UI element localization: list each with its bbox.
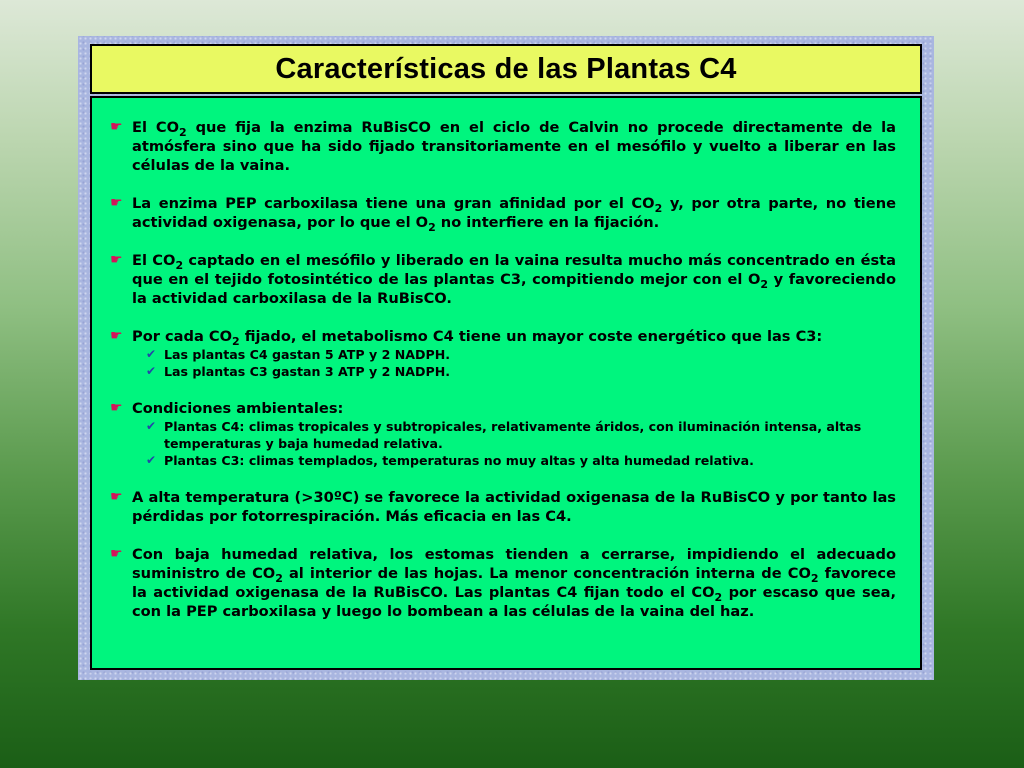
sub-item-text: Las plantas C3 gastan 3 ATP y 2 NADPH.: [164, 364, 451, 379]
point-text: favorece la actividad oxigenasa de la RuBisCO. Las plantas C4 fijan todo el CO: [132, 565, 896, 601]
sub-item-text: Las plantas C4 gastan 5 ATP y 2 NADPH.: [164, 347, 451, 362]
pointing-hand-icon: ☛: [110, 400, 123, 416]
bullet-point-1: [110, 118, 896, 175]
content-box: [90, 96, 922, 670]
point-text: que fija la enzima RuBisCO en el ciclo de Calvin no procede directamente de la atmósfera sino que ha sido fijado transitoriamente en el mesófilo y vuelto a liberar en las células de la vaina.: [132, 119, 896, 174]
bullet-point-5: [110, 399, 896, 418]
sub-list-conditions: [146, 418, 896, 469]
point-text: El CO: [132, 119, 180, 136]
point-text: por escaso que sea, con la PEP carboxilasa y luego lo bombean a las células de la vaina del haz.: [132, 584, 896, 620]
pointing-hand-icon: ☛: [110, 252, 123, 268]
pointing-hand-icon: ☛: [110, 328, 123, 344]
checkmark-icon: ✔: [146, 419, 157, 433]
pointing-hand-icon: ☛: [110, 489, 123, 505]
checkmark-icon: ✔: [146, 364, 157, 378]
point-text: y favoreciendo la actividad carboxilasa de la RuBisCO.: [132, 271, 896, 307]
title-bar: [90, 44, 922, 94]
sub-list-energy: [146, 346, 896, 380]
subscript: 2: [428, 221, 436, 234]
point-text: captado en el mesófilo y liberado en la vaina resulta mucho más concentrado en ésta que en el tejido fotosintético de las plantas C3, compitiendo mejor con el O: [132, 252, 897, 288]
bullet-point-3: [110, 251, 896, 308]
sub-item: [146, 418, 896, 452]
point-text: Por cada CO: [132, 328, 232, 345]
sub-item: [146, 346, 896, 363]
slide-frame: [78, 36, 934, 680]
point-text: al interior de las hojas. La menor concentración interna de CO: [282, 565, 811, 582]
subscript: 2: [275, 572, 283, 585]
subscript: 2: [654, 202, 663, 215]
bullet-point-2: [110, 194, 896, 232]
point-text: fijado, el metabolismo C4 tiene un mayor coste energético que las C3:: [239, 328, 823, 345]
subscript: 2: [760, 278, 769, 291]
subscript: 2: [232, 335, 240, 348]
point-text: A alta temperatura (>30ºC) se favorece la actividad oxigenasa de la RuBisCO y por tanto las pérdidas por fotorrespiración. Más eficacia en las C4.: [132, 489, 896, 525]
pointing-hand-icon: ☛: [110, 119, 123, 135]
bullet-point-7: [110, 545, 896, 621]
sub-item-text: Plantas C4: climas tropicales y subtropicales, relativamente áridos, con iluminación intensa, altas temperaturas y baja humedad relativa.: [164, 419, 862, 451]
pointing-hand-icon: ☛: [110, 195, 123, 211]
pointing-hand-icon: ☛: [110, 546, 123, 562]
point-text: y, por otra parte, no tiene actividad oxigenasa, por lo que el O: [132, 195, 896, 231]
sub-item-text: Plantas C3: climas templados, temperaturas no muy altas y alta humedad relativa.: [164, 453, 754, 468]
sub-item: [146, 452, 896, 469]
sub-item: [146, 363, 896, 380]
point-text: Condiciones ambientales:: [132, 400, 344, 417]
checkmark-icon: ✔: [146, 347, 157, 361]
checkmark-icon: ✔: [146, 453, 157, 467]
subscript: 2: [810, 572, 819, 585]
bullet-point-4: [110, 327, 896, 346]
point-text: El CO: [132, 252, 176, 269]
subscript: 2: [179, 126, 187, 139]
slide-title: Características de las Plantas C4: [275, 52, 737, 85]
point-text: La enzima PEP carboxilasa tiene una gran afinidad por el CO: [132, 195, 655, 212]
subscript: 2: [714, 591, 723, 604]
point-text: no interfiere en la fijación.: [435, 214, 660, 231]
bullet-point-6: [110, 488, 896, 526]
subscript: 2: [175, 259, 184, 272]
point-text: Con baja humedad relativa, los estomas tienden a cerrarse, impidiendo el adecuado suministro de CO: [132, 546, 896, 582]
